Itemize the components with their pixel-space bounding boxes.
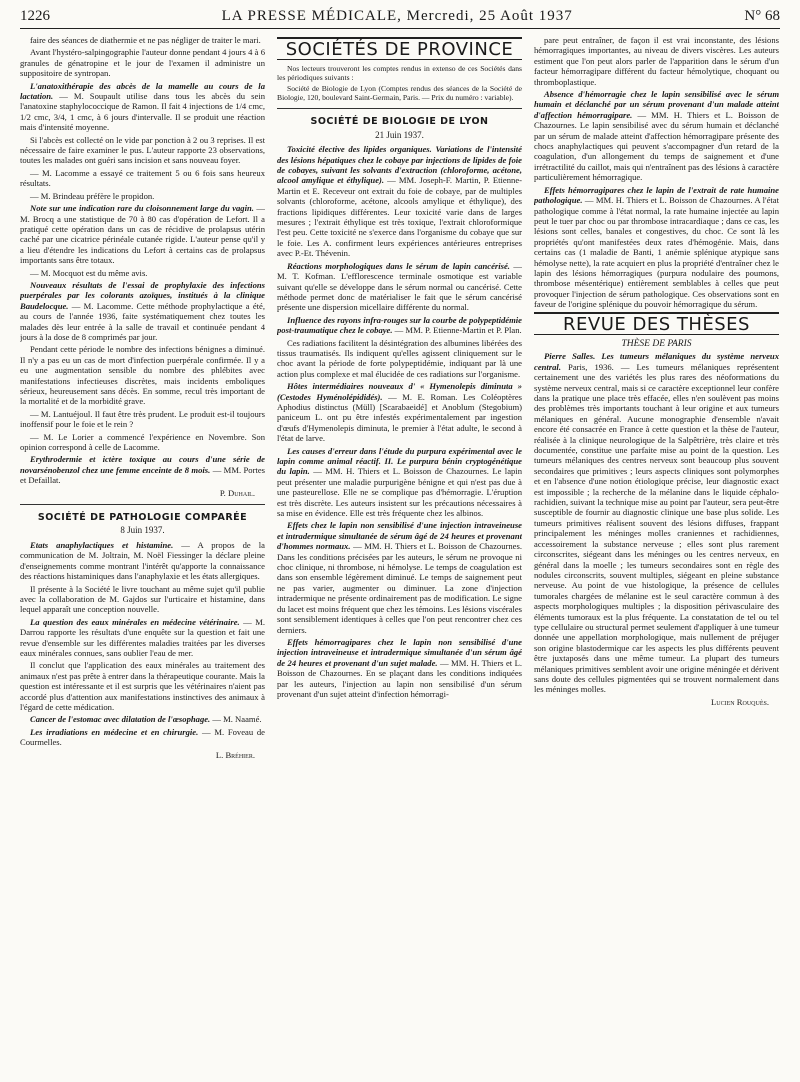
article-title: L'anatoxithérapie des abcès de la mamelle au cours de la lactation.: [20, 80, 265, 102]
article-title: Note sur une indication rare du cloisonnement large du vagin.: [30, 203, 254, 214]
paragraph: Les causes d'erreur dans l'étude du purpura expérimental avec le lapin comme animal réactif. II. Le purpura bénin cryptogénétique du lapin. — MM. H. Thiers et L. Boisson de Chazournes. Le lapin peut présenter une maladie purpurigène bénigne et qui n'est pas due à une pasteurellose. Elle ne se complique pas d'hémorragie. L'éruption est très discrète. Les auteurs insistent sur les précautions nécessaires à sa mise en évidence. Elle est très fréquente chez les albinos.: [277, 445, 522, 519]
paragraph: Il présente à la Société le livre touchant au même sujet qu'il publie avec la collaboration de M. Gajdos sur l'urticaire et histamine, dans lequel apparaît une conception nouvelle.: [20, 583, 265, 615]
paragraph: faire des séances de diathermie et ne pas négliger de traiter le mari.: [30, 35, 261, 45]
paragraph: Effets chez le lapin non sensibilisé d'une injection intraveineuse et intradermique simultanée de sérum âgé de 24 heures et provenant d'hommes normaux. — MM. H. Thiers et L. Boisson de Chazournes. Dans les conditions précisées par les auteurs, le sérum ne provoque ni choc clinique, ni thrombose, ni hémolyse. Le temps de coagulation est dans son ensemble légèrement diminué. Le temps de saignement peut ne pas varier, augmenter ou diminuer. La zone d'injection intradermique ne présente ordinairement pas de modification. Le signe du lacet est moins fréquent que chez les témoins. Les lésions viscérales sont sensiblement identiques à celles que l'on peut rencontrer chez ces derniers.: [277, 520, 522, 635]
subsection-title: THÈSE DE PARIS: [621, 338, 692, 349]
journal-title: LA PRESSE MÉDICALE,: [221, 8, 402, 24]
section-heading: SOCIÉTÉS DE PROVINCE: [277, 37, 522, 60]
issue-date: Mercredi, 25 Août 1937: [406, 8, 573, 24]
section-date: 21 Juin 1937.: [375, 129, 424, 140]
paragraph: Effets hémorragipares chez le lapin de l'extrait de rate humaine pathologique. — MM. H. Thiers et L. Boisson de Chazournes. A l'état pathologique comme à l'état normal, la rate humaine injectée au lapin peut le tuer par choc ou par thrombose intracardiaque ; dans ce cas, les lésions sont celles, banales et congestives, du choc. Ce sont là les propriétés qu'ont manifestées deux rates d'hémogénie. Mais, dans certains cas (1 maladie de Banti, 1 anémie splénique atypique sans hémolyse nette), la rate acquiert en plus la propriété d'entraîner chez le lapin des lésions hémorragiques (purpura nodulaire des poumons, thrombose mésentérique) entièrement semblables à celles que peut provoquer l'injection de sérum pathologique. Ces observations sont en faveur de l'origine splénique du pouvoir hémorragique du sérum.: [534, 184, 779, 310]
article-title: La question des eaux minérales en médecine vétérinaire.: [30, 616, 240, 627]
paragraph: Absence d'hémorragie chez le lapin sensibilisé avec le sérum humain et déclanché par un sérum provenant d'un malade atteint d'affection hémorragipare. — MM. H. Thiers et L. Boisson de Chazournes. Le lapin sensibilisé avec du sérum humain et déclanché par un sérum de malade atteint d'affection hémorragipare présente des chocs anaphylactiques qui peuvent s'accompagner d'un retard de la coagulation, d'un allongement du temps de saignement et d'une irrétractilité du caillot, mais qui n'entraînent pas des lésions à caractère particulièrement hémorragique.: [534, 89, 779, 183]
editorial-note: Nos lecteurs trouveront les comptes rendus in extenso de ces Sociétés dans les périodiques suivants :: [277, 64, 522, 83]
editorial-note: Société de Biologie de Lyon (Comptes rendus des séances de la Société de Biologie, 120, boulevard Saint-Germain, Paris. — Prix du numéro : variable).: [277, 84, 522, 103]
section-heading: REVUE DES THÈSES: [534, 312, 779, 335]
column-2: [277, 35, 522, 1065]
paragraph: Effets hémorragipares chez le lapin non sensibilisé d'une injection intraveineuse et intradermique simultanée d'un sérum âgé de 24 heures et provenant d'un sujet malade. — MM. H. Thiers et L. Boisson de Chazournes. En se plaçant dans les conditions indiquées par les auteurs, l'injection au lapin non sensibilisé d'un sérum provenant d'un sujet atteint d'infection hémorragi-: [277, 636, 522, 699]
paragraph: Pendant cette période le nombre des infections bénignes a diminué. Il n'y a pas eu un cas de mort d'infection puerpérale confirmée. Il y a eu une augmentation sensible du nombre des phlébites avec manifestations infectieuses discrètes, mais incidents emboliques sérieux, heureusement sans décès. En somme, recul très important de la mortalité et de la morbidité grave.: [20, 344, 265, 407]
article-title: Nouveaux résultats de l'essai de prophylaxie des infections puerpérales par les colorants azoïques, institués à la clinique Baudelocque.: [20, 279, 265, 311]
article-title: Absence d'hémorragie chez le lapin sensibilisé avec le sérum humain et déclanché par un sérum provenant d'un malade atteint d'affection hémorragipare.: [534, 89, 779, 120]
paragraph: Cancer de l'estomac avec dilatation de l'œsophage. — M. Naamé.: [30, 714, 262, 725]
paragraph: Ces radiations facilitent la désintégration des albumines libérées des tissus traumatisés. Ils indiquent qu'elles agissent cliniquement sur le choc avant la période de forte polypeptidémie, indiquant par là une action plus complexe et mal élucidée de ces radiations sur l'organisme.: [277, 337, 522, 379]
article-title: Pierre Salles. Les tumeurs mélaniques du système nerveux central.: [534, 351, 779, 372]
article-title: Erythrodermie et ictère toxique au cours d'une série de novarsénobenzol chez une femme enceinte de 8 mois.: [20, 454, 265, 475]
paragraph: — M. Lantuéjoul. Il faut être très prudent. Le produit est-il toujours inoffensif pour le foie et le rein ?: [20, 408, 265, 430]
section-title: SOCIÉTÉ DE PATHOLOGIE COMPARÉE: [37, 512, 248, 524]
article-title: Influence des rayons infra-rouges sur la courbe de polypeptidémie post-traumatique chez le cobaye.: [277, 314, 522, 336]
paragraph: Nouveaux résultats de l'essai de prophylaxie des infections puerpérales par les colorants azoïques, institués à la clinique Baudelocque. — M. Lacomme. Cette méthode prophylactique a été, au cours de l'année 1936, faite systématiquement chez toutes les malades dès leur entrée à la salle de travail et continuée pendant 4 jours à la dose de 8 comprimés par jour.: [20, 279, 265, 342]
column-1: [20, 35, 265, 1065]
paragraph: Réactions morphologiques dans le sérum de lapin cancérisé. — M. T. Kofman. L'efflorescence terminale osmotique est variable suivant qu'elle se développe dans le sérum normal ou cancérisé. Cette méthode permet donc de matérialiser le fait que le sérum cancérisé présente une dispersion micellaire différente du normal.: [277, 260, 522, 313]
paragraph: pare peut entraîner, de façon il est vrai inconstante, des lésions hémorragiques importantes, au niveau de divers viscères. Les auteurs estiment que l'on peut alors parler de l'apparition dans le sérum d'un facteur hémorragipare différent du facteur hémolytique, choquant ou thromboplastique.: [534, 35, 779, 87]
section-title: SOCIÉTÉ DE BIOLOGIE DE LYON: [310, 116, 489, 128]
paragraph: — M. Mocquot est du même avis.: [30, 267, 148, 278]
paragraph: Pierre Salles. Les tumeurs mélaniques du système nerveux central. Paris, 1936. — Les tumeurs mélaniques représentent certainement une des variétés les plus rares des néoformations du système nerveux central, mais si ce caractère exceptionnel leur confère dans la pratique une place très effacée, elles n'en soulèvent pas moins des problèmes très importants touchant à leur origine et aux tumeurs mélaniques en général. Aucune monographie d'ensemble n'avait encore été consacrée en France à cette question et la thèse de l'auteur, réalisée à la clinique neurologique de la Salpêtrière, très claire et très documentée, constitue une parfaite mise au point de la question. Les tumeurs mélaniques des centres nerveux sont beaucoup plus souvent secondaires que primitives ; leurs aspects cliniques sont polymorphes et en l'absence d'une notion étiologique précise, leur diagnostic exact est impossible ; la recherche de la mélanine dans le liquide céphalo-rachidien, suivant la technique mise au point par l'auteur, sera peut-être susceptible de fournir au diagnostic clinique une base plus solide. Les tumeurs primitives réalisent souvent des lésions diffuses, frappant principalement les méninges molles craniennes et rachidiennes, accessoirement la substance nerveuse ; elles sont plus rarement circonscrites, siégeant dans les méninges ou les centres nerveux, en général dans la moelle ; les tumeurs secondaires sont en règle des nodules circonscrits, souvent multiples, siégeant en pleine substance nerveuse. Au point de vue histologique, la présence de cellules tumorales chargées de mélanine est le seul caractère commun à des aspects morphologiques multiples ; la disposition périvasculaire des éléments tumoraux est la plus fréquente. La constatation de tel ou tel type cellulaire ou structural permet seulement d'appliquer à une tumeur donnée une appellation morphologique, mais nullement de préjuger son origine blastodermique car les aspects les plus différents peuvent être juxtaposés dans une même tumeur. La plupart des tumeurs mélaniques primitives semblent avoir une origine méningée et dérivent sans doute des cellules pigmentées qui se trouvent normalement dans les méninges molles.: [534, 351, 779, 695]
column-3: [534, 35, 779, 1065]
issue-number: N° 68: [744, 8, 780, 24]
article-title: Effets chez le lapin non sensibilisé d'une injection intraveineuse et intradermique simultanée de sérum âgé de 24 heures et provenant d'hommes normaux.: [277, 520, 522, 552]
article-title: Cancer de l'estomac avec dilatation de l'œsophage.: [30, 714, 211, 725]
signature: L. Bréhier.: [215, 749, 255, 760]
divider: [277, 108, 522, 109]
paragraph: Erythrodermie et ictère toxique au cours d'une série de novarsénobenzol chez une femme enceinte de 8 mois. — MM. Portes et Defaillat.: [20, 454, 265, 486]
paragraph: Les irradiations en médecine et en chirurgie. — M. Foveau de Courmelles.: [20, 726, 265, 748]
signature: Lucien Rouquès.: [711, 696, 769, 707]
paragraph: Influence des rayons infra-rouges sur la courbe de polypeptidémie post-traumatique chez le cobaye. — MM. P. Etienne-Martin et P. Plan.: [277, 314, 522, 336]
paragraph: L'anatoxithérapie des abcès de la mamelle au cours de la lactation. — M. Soupault utilise dans tous les abcès du sein l'anatoxine staphylococcique de Ramon. Il fait 4 injections de 1/4 cmc, 1/2 cmc, 3/4, 1 cmc, à 6 jours d'intervalle. Il se produit une réaction mais d'intensité moyenne.: [20, 80, 265, 133]
paragraph: La question des eaux minérales en médecine vétérinaire. — M. Darrou rapporte les résultats d'une enquête sur la question et fait une revue d'ensemble sur les différentes maladies traitées par les diverses eaux minérales connues, sans oublier l'eau de mer.: [20, 616, 265, 658]
page-number: 1226: [20, 8, 50, 24]
paragraph: Hôtes intermédiaires nouveaux d' « Hymenolepis diminuta » (Cestodes Hyménolépididés). — M. E. Roman. Les Coléoptères Aphodius distinctus (Müll) [Scarabaeidé] et Anoblum (Stegobium) paniceum L. ont pu être infestés expérimentalement par ingestion d'œufs d'Hymenolepis diminuta, le premier à l'état adulte, le second à l'état de larve.: [277, 381, 522, 444]
paragraph: — M. Le Lorier a commencé l'expérience en Novembre. Son opinion correspond à celle de Lacomme.: [20, 431, 265, 453]
paragraph: Etats anaphylactiques et histamine. — A propos de la communication de M. Joltrain, M. Noël Fiessinger la déclare pleine d'enseignements comme montrant l'intérêt qu'apporte la connaissance des réactions histaminiques dans l'anaphylaxie et les états allergiques.: [20, 539, 265, 582]
article-title: Effets hémorragipares chez le lapin non sensibilisé d'une injection intraveineuse et intradermique simultanée d'un sérum âgé de 24 heures et provenant d'un sujet malade.: [277, 636, 522, 668]
divider: [20, 504, 265, 505]
paragraph: Si l'abcès est collecté on le vide par ponction à 2 ou 3 reprises. Il est nécessaire de faire examiner le pus. L'auteur rapporte 23 observations, toutes les malades ont guéri sans incision et sans nouveau foyer.: [20, 134, 265, 166]
article-title: Toxicité élective des lipides organiques. Variations de l'intensité des lésions hépatiques chez le cobaye par injections de lipides de foie de cobayes, suivant les solvants d'extraction (chloroforme, acétone, alcool amylique et éthylique).: [277, 144, 522, 186]
paragraph: Il conclut que l'application des eaux minérales au traitement des animaux n'est pas prête à entrer dans la thérapeutique courante. Mais la question est intéressante et il est surpris que les vétérinaires n'aient pas accordé plus d'attention aux manifestations instinctives des animaux à l'égard de cette médication.: [20, 660, 265, 712]
page-header: [20, 8, 780, 29]
section-date: 8 Juin 1937.: [120, 525, 165, 536]
paragraph: Toxicité élective des lipides organiques. Variations de l'intensité des lésions hépatiques chez le cobaye par injections de lipides de foie de cobayes, suivant les solvants d'extraction (chloroforme, acétone, alcool amylique et éthylique). — MM. Joseph-F. Martin, P. Etienne-Martin et E. Receveur ont extrait du foie de cobaye, par de multiples solvants (chloroforme, acétone, alcools amylique et éthylique), des fractions lipidiques différentes. Leur toxicité varie dans de larges mesures ; l'extrait éthylique est très toxique, l'extrait chloroformique l'est peu. Cette toxicité ne s'exerce dans l'organisme du cobaye que sur le foie. Les A. confirment leurs expériences antérieures entreprises avec P.-Et. Thévenin.: [277, 144, 522, 259]
paragraph: — M. Brindeau préfère le propidon.: [30, 190, 155, 201]
paragraph: — M. Lacomme a essayé ce traitement 5 ou 6 fois sans heureux résultats.: [20, 167, 265, 189]
article-title: Les irradiations en médecine et en chirurgie.: [30, 726, 199, 737]
article-title: Effets hémorragipares chez le lapin de l'extrait de rate humaine pathologique.: [534, 184, 779, 206]
paragraph: Note sur une indication rare du cloisonnement large du vagin. — M. Brocq a une statistique de 70 à 80 cas d'opération de Lefort. Il a pratiqué cette opération dans un cas de récidive de prolapsus utérin caché par une cicatrice périnéale cutanée rigide. L'auteur pense qu'il y a lieu d'étendre les indications du Lefort à certains cas de prolapsus importants sans être totaux.: [20, 203, 265, 266]
journal-page: [20, 0, 780, 1070]
article-title: Réactions morphologiques dans le sérum de lapin cancérisé.: [287, 260, 510, 271]
article-title: Les causes d'erreur dans l'étude du purpura expérimental avec le lapin comme animal réactif. II. Le purpura bénin cryptogénétique du lapin.: [277, 445, 522, 477]
article-title: Etats anaphylactiques et histamine.: [30, 539, 174, 550]
paragraph: Avant l'hystéro-salpingographie l'auteur donne pendant 4 jours 4 à 6 granules de génatropine et le jour de l'examen il administre un suppositoire de syntropan.: [20, 47, 265, 79]
article-title: Hôtes intermédiaires nouveaux d' « Hymenolepis diminuta » (Cestodes Hyménolépididés).: [277, 381, 522, 402]
signature: P. Duhail.: [219, 487, 255, 498]
